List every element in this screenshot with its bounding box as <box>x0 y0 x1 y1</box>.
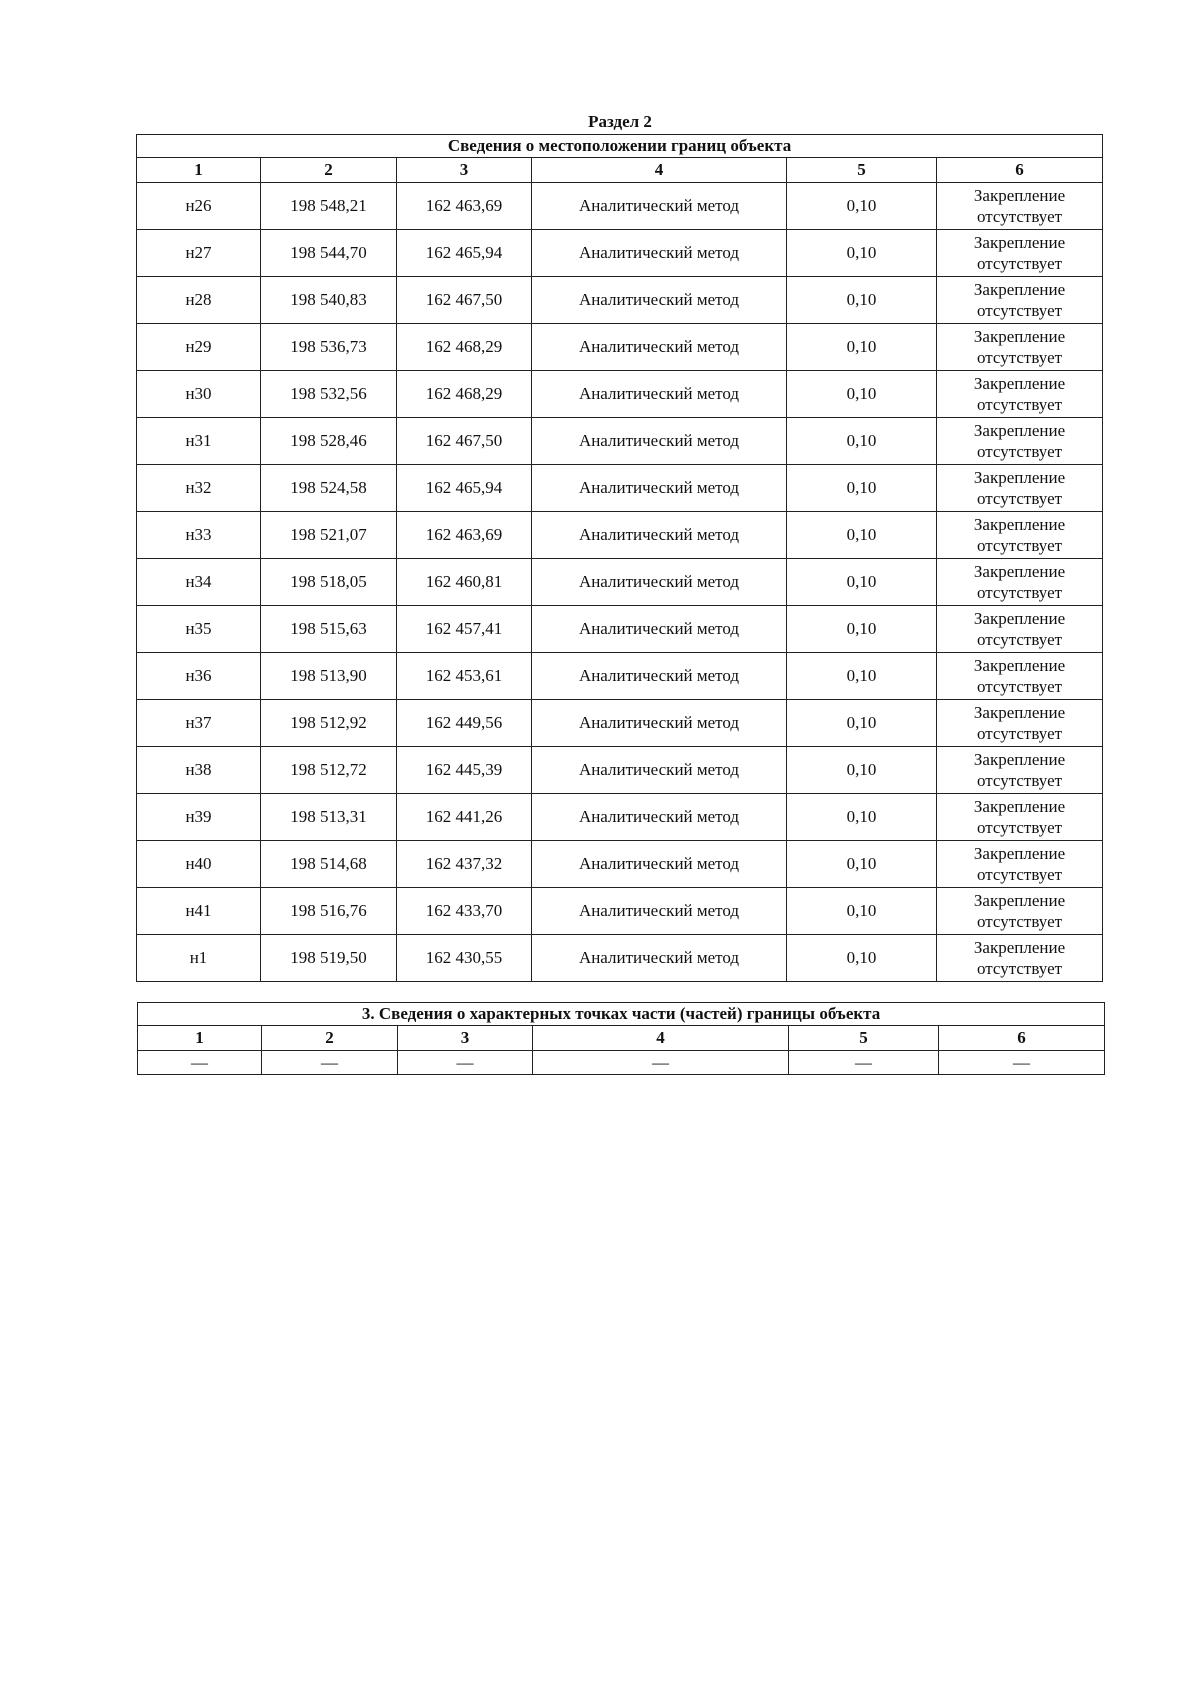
method-cell: Аналитический метод <box>532 512 787 559</box>
y-coordinate-cell: 162 467,50 <box>397 277 532 324</box>
fixing-status-line1: Закрепление <box>973 750 1066 769</box>
table-row <box>137 700 1103 747</box>
fixing-status-line1: Закрепление <box>973 186 1066 205</box>
x-coordinate-cell: 198 519,50 <box>261 935 397 982</box>
fixing-status-line2: отсутствует <box>977 818 1063 837</box>
y-coordinate-cell: 162 463,69 <box>397 183 532 230</box>
fixing-status-line1: Закрепление <box>973 515 1066 534</box>
part-column-number: 6 <box>939 1026 1105 1051</box>
x-coordinate-cell: 198 540,83 <box>261 277 397 324</box>
point-number-cell: н27 <box>137 230 261 277</box>
fixing-status-line2: отсутствует <box>977 771 1063 790</box>
empty-dash: — <box>939 1051 1105 1075</box>
point-number-cell: н1 <box>137 935 261 982</box>
point-number-cell: н37 <box>137 700 261 747</box>
fixing-status-line2: отсутствует <box>977 348 1063 367</box>
fixing-status-line1: Закрепление <box>973 891 1066 910</box>
y-coordinate-cell: 162 437,32 <box>397 841 532 888</box>
part-column-number: 2 <box>262 1026 398 1051</box>
fixing-status-line2: отсутствует <box>977 489 1063 508</box>
empty-dash: — <box>262 1051 398 1075</box>
point-number-cell: н28 <box>137 277 261 324</box>
fixing-status-line2: отсутствует <box>977 865 1063 884</box>
boundary-coordinates-table <box>136 134 1103 982</box>
accuracy-cell: 0,10 <box>787 371 937 418</box>
fixing-status-line2: отсутствует <box>977 583 1063 602</box>
point-number-cell: н26 <box>137 183 261 230</box>
x-coordinate-cell: 198 528,46 <box>261 418 397 465</box>
x-coordinate-cell: 198 512,72 <box>261 747 397 794</box>
y-coordinate-cell: 162 465,94 <box>397 465 532 512</box>
accuracy-cell: 0,10 <box>787 512 937 559</box>
empty-dash: — <box>398 1051 533 1075</box>
empty-dash: — <box>533 1051 789 1075</box>
y-coordinate-cell: 162 433,70 <box>397 888 532 935</box>
point-number-cell: н33 <box>137 512 261 559</box>
method-cell: Аналитический метод <box>532 700 787 747</box>
accuracy-cell: 0,10 <box>787 324 937 371</box>
part-caption: 3. Сведения о характерных точках части (частей) границы объекта <box>138 1003 1105 1026</box>
point-number-cell: н39 <box>137 794 261 841</box>
fixing-status-line2: отсутствует <box>977 536 1063 555</box>
x-coordinate-cell: 198 512,92 <box>261 700 397 747</box>
fixing-status-line1: Закрепление <box>973 938 1066 957</box>
accuracy-cell: 0,10 <box>787 700 937 747</box>
fixing-status-cell <box>937 230 1103 277</box>
fixing-status-cell <box>937 888 1103 935</box>
column-number: 5 <box>787 158 937 183</box>
method-cell: Аналитический метод <box>532 371 787 418</box>
y-coordinate-cell: 162 430,55 <box>397 935 532 982</box>
y-coordinate-cell: 162 460,81 <box>397 559 532 606</box>
y-coordinate-cell: 162 465,94 <box>397 230 532 277</box>
y-coordinate-cell: 162 453,61 <box>397 653 532 700</box>
x-coordinate-cell: 198 513,90 <box>261 653 397 700</box>
fixing-status-cell <box>937 324 1103 371</box>
method-cell: Аналитический метод <box>532 559 787 606</box>
fixing-status-cell <box>937 277 1103 324</box>
fixing-status-line1: Закрепление <box>973 468 1066 487</box>
method-cell: Аналитический метод <box>532 794 787 841</box>
fixing-status-line1: Закрепление <box>973 656 1066 675</box>
fixing-status-cell <box>937 418 1103 465</box>
fixing-status-cell <box>937 653 1103 700</box>
fixing-status-cell <box>937 747 1103 794</box>
accuracy-cell: 0,10 <box>787 277 937 324</box>
table-row <box>137 371 1103 418</box>
table-row <box>137 465 1103 512</box>
part-caption-row <box>138 1003 1105 1026</box>
empty-dash: — <box>138 1051 262 1075</box>
accuracy-cell: 0,10 <box>787 747 937 794</box>
table-row <box>137 230 1103 277</box>
table-row <box>137 183 1103 230</box>
x-coordinate-cell: 198 513,31 <box>261 794 397 841</box>
fixing-status-line1: Закрепление <box>973 327 1066 346</box>
part-column-number-row <box>138 1026 1105 1051</box>
method-cell: Аналитический метод <box>532 324 787 371</box>
fixing-status-line2: отсутствует <box>977 442 1063 461</box>
column-number: 2 <box>261 158 397 183</box>
fixing-status-cell <box>937 371 1103 418</box>
point-number-cell: н30 <box>137 371 261 418</box>
method-cell: Аналитический метод <box>532 183 787 230</box>
fixing-status-line2: отсутствует <box>977 254 1063 273</box>
table-row <box>137 653 1103 700</box>
fixing-status-line2: отсутствует <box>977 677 1063 696</box>
fixing-status-line1: Закрепление <box>973 703 1066 722</box>
fixing-status-line1: Закрепление <box>973 609 1066 628</box>
y-coordinate-cell: 162 463,69 <box>397 512 532 559</box>
column-number: 6 <box>937 158 1103 183</box>
fixing-status-cell <box>937 465 1103 512</box>
table-row <box>137 794 1103 841</box>
fixing-status-line2: отсутствует <box>977 959 1063 978</box>
method-cell: Аналитический метод <box>532 230 787 277</box>
accuracy-cell: 0,10 <box>787 653 937 700</box>
point-number-cell: н31 <box>137 418 261 465</box>
accuracy-cell: 0,10 <box>787 418 937 465</box>
y-coordinate-cell: 162 467,50 <box>397 418 532 465</box>
x-coordinate-cell: 198 518,05 <box>261 559 397 606</box>
part-dash-row <box>138 1051 1105 1075</box>
table-row <box>137 606 1103 653</box>
point-number-cell: н34 <box>137 559 261 606</box>
table-row <box>137 935 1103 982</box>
fixing-status-line2: отсутствует <box>977 207 1063 226</box>
column-number: 4 <box>532 158 787 183</box>
fixing-status-line1: Закрепление <box>973 844 1066 863</box>
x-coordinate-cell: 198 544,70 <box>261 230 397 277</box>
point-number-cell: н29 <box>137 324 261 371</box>
fixing-status-cell <box>937 606 1103 653</box>
fixing-status-cell <box>937 559 1103 606</box>
fixing-status-cell <box>937 935 1103 982</box>
fixing-status-line2: отсутствует <box>977 301 1063 320</box>
y-coordinate-cell: 162 445,39 <box>397 747 532 794</box>
column-number: 3 <box>397 158 532 183</box>
method-cell: Аналитический метод <box>532 606 787 653</box>
table-row <box>137 559 1103 606</box>
fixing-status-line2: отсутствует <box>977 395 1063 414</box>
section-title: Раздел 2 <box>588 112 652 131</box>
fixing-status-line1: Закрепление <box>973 280 1066 299</box>
column-number: 1 <box>137 158 261 183</box>
accuracy-cell: 0,10 <box>787 606 937 653</box>
point-number-cell: н41 <box>137 888 261 935</box>
x-coordinate-cell: 198 514,68 <box>261 841 397 888</box>
fixing-status-line2: отсутствует <box>977 912 1063 931</box>
table-row <box>137 888 1103 935</box>
table-row <box>137 841 1103 888</box>
table-caption-row <box>137 135 1103 158</box>
method-cell: Аналитический метод <box>532 277 787 324</box>
fixing-status-cell <box>937 512 1103 559</box>
table-row <box>137 747 1103 794</box>
fixing-status-cell <box>937 794 1103 841</box>
table-caption: Сведения о местоположении границ объекта <box>137 135 1103 158</box>
fixing-status-cell <box>937 841 1103 888</box>
point-number-cell: н36 <box>137 653 261 700</box>
x-coordinate-cell: 198 515,63 <box>261 606 397 653</box>
accuracy-cell: 0,10 <box>787 935 937 982</box>
y-coordinate-cell: 162 441,26 <box>397 794 532 841</box>
fixing-status-line1: Закрепление <box>973 562 1066 581</box>
accuracy-cell: 0,10 <box>787 230 937 277</box>
table-row <box>137 277 1103 324</box>
x-coordinate-cell: 198 536,73 <box>261 324 397 371</box>
method-cell: Аналитический метод <box>532 418 787 465</box>
part-column-number: 5 <box>789 1026 939 1051</box>
y-coordinate-cell: 162 468,29 <box>397 324 532 371</box>
accuracy-cell: 0,10 <box>787 841 937 888</box>
fixing-status-line2: отсутствует <box>977 724 1063 743</box>
table-row <box>137 418 1103 465</box>
method-cell: Аналитический метод <box>532 888 787 935</box>
method-cell: Аналитический метод <box>532 653 787 700</box>
fixing-status-line1: Закрепление <box>973 797 1066 816</box>
table-row <box>137 512 1103 559</box>
method-cell: Аналитический метод <box>532 747 787 794</box>
point-number-cell: н35 <box>137 606 261 653</box>
fixing-status-cell <box>937 700 1103 747</box>
empty-dash: — <box>789 1051 939 1075</box>
point-number-cell: н32 <box>137 465 261 512</box>
table-row <box>137 324 1103 371</box>
method-cell: Аналитический метод <box>532 841 787 888</box>
accuracy-cell: 0,10 <box>787 183 937 230</box>
accuracy-cell: 0,10 <box>787 794 937 841</box>
y-coordinate-cell: 162 449,56 <box>397 700 532 747</box>
point-number-cell: н40 <box>137 841 261 888</box>
x-coordinate-cell: 198 516,76 <box>261 888 397 935</box>
x-coordinate-cell: 198 532,56 <box>261 371 397 418</box>
fixing-status-cell <box>937 183 1103 230</box>
x-coordinate-cell: 198 524,58 <box>261 465 397 512</box>
fixing-status-line1: Закрепление <box>973 233 1066 252</box>
part-boundary-table <box>137 1002 1105 1075</box>
method-cell: Аналитический метод <box>532 465 787 512</box>
accuracy-cell: 0,10 <box>787 888 937 935</box>
part-column-number: 1 <box>138 1026 262 1051</box>
accuracy-cell: 0,10 <box>787 559 937 606</box>
y-coordinate-cell: 162 457,41 <box>397 606 532 653</box>
accuracy-cell: 0,10 <box>787 465 937 512</box>
part-column-number: 4 <box>533 1026 789 1051</box>
point-number-cell: н38 <box>137 747 261 794</box>
column-number-row <box>137 158 1103 183</box>
x-coordinate-cell: 198 548,21 <box>261 183 397 230</box>
y-coordinate-cell: 162 468,29 <box>397 371 532 418</box>
method-cell: Аналитический метод <box>532 935 787 982</box>
x-coordinate-cell: 198 521,07 <box>261 512 397 559</box>
fixing-status-line1: Закрепление <box>973 421 1066 440</box>
part-column-number: 3 <box>398 1026 533 1051</box>
fixing-status-line1: Закрепление <box>973 374 1066 393</box>
fixing-status-line2: отсутствует <box>977 630 1063 649</box>
